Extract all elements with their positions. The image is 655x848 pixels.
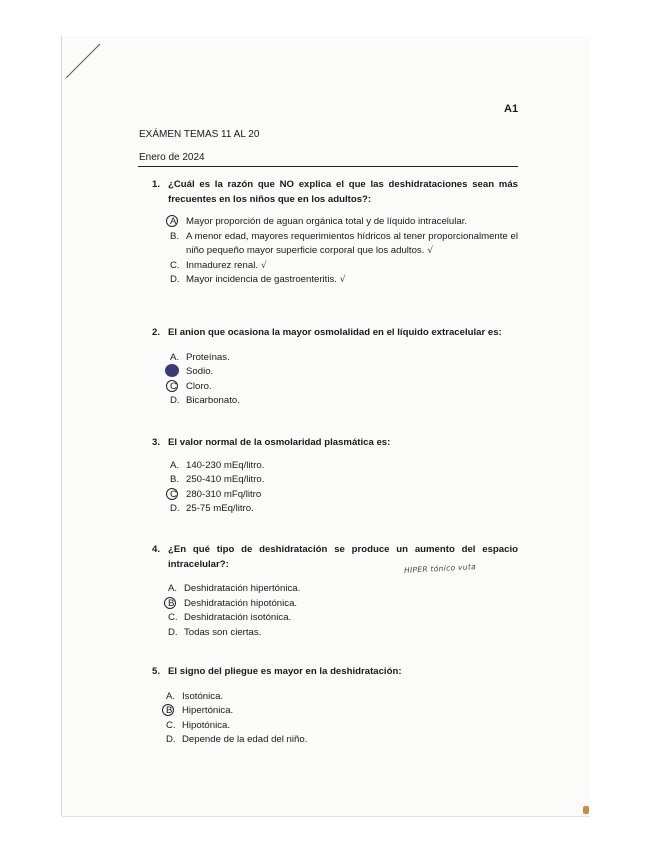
option-d: D. 25-75 mEq/litro. [170, 503, 254, 514]
answer-circle-mark [162, 704, 174, 716]
pen-mark-icon [62, 36, 110, 80]
handwritten-note: HIPER tónico vuta [403, 562, 477, 575]
question-number: 4. [152, 544, 161, 555]
question-3 [152, 436, 518, 517]
answer-circle-mark [164, 597, 176, 609]
option-d: D. Mayor incidencia de gastroenteritis. √ [170, 274, 346, 285]
question-stem: El anion que ocasiona la mayor osmolalidad en el líquido extracelular es: [168, 327, 502, 338]
option-d: D. Todas son ciertas. [168, 626, 262, 638]
option-a: A. Proteínas. [170, 351, 230, 363]
ink-blot-mark [165, 364, 179, 377]
option-b: B Hipertónica. [166, 704, 518, 719]
option-b: B. 250-410 mEq/litro. [170, 474, 265, 485]
question-number: 2. [152, 327, 161, 338]
option-a: A. Deshidratación hipertónica. [168, 583, 301, 594]
question-4 [152, 543, 518, 640]
question-stem: El signo del pliegue es mayor en la deshidratación: [168, 666, 402, 677]
answer-circle-mark [166, 488, 178, 500]
exam-code: A1 [504, 103, 519, 115]
check-mark-icon: √ [427, 246, 434, 256]
option-b: Sodio. [170, 365, 518, 380]
header-divider [138, 166, 518, 167]
option-d: D. Depende de la edad del niño. [166, 734, 308, 745]
answer-circle-mark [166, 215, 178, 227]
option-a: A. 140-230 mEq/litro. [170, 459, 265, 471]
question-1 [152, 178, 518, 288]
question-2 [152, 326, 518, 409]
question-stem: ¿En qué tipo de deshidratación se produce un aumento del espacio intracelular?: [168, 544, 518, 570]
question-5 [152, 665, 518, 748]
question-stem: ¿Cuál es la razón que NO explica el que las deshidrataciones sean más frecuentes en los niños que en los adultos?: [168, 179, 518, 205]
option-a: A Mayor proporción de aguan orgánica total y de líquido intracelular. [170, 215, 518, 230]
question-number: 1. [152, 179, 161, 190]
option-c: C. Deshidratación isotónica. [168, 612, 292, 623]
exam-date: Enero de 2024 [139, 152, 205, 163]
check-mark-icon: √ [339, 275, 346, 285]
option-b: B. A menor edad, mayores requerimientos hídricos al tener proporcionalmente el niño pequeño mayor superficie corporal que los adultos. √ [170, 230, 518, 256]
option-d: D. Bicarbonato. [170, 395, 240, 406]
check-mark-icon: √ [261, 260, 267, 271]
question-number: 5. [152, 666, 161, 677]
question-stem: El valor normal de la osmolaridad plasmática es: [168, 437, 391, 448]
option-b: B Deshidratación hipotónica. [168, 597, 518, 612]
question-number: 3. [152, 437, 161, 448]
option-c: C 280-310 mFq/litro [170, 488, 518, 503]
option-c: C Cloro. [170, 380, 518, 395]
page-corner-mark [583, 806, 589, 814]
option-c: C. Inmadurez renal. √ [170, 259, 267, 271]
option-c: C. Hipotónica. [166, 719, 230, 731]
answer-circle-mark [166, 380, 178, 392]
option-a: A. Isotónica. [166, 690, 224, 702]
exam-title: EXÁMEN TEMAS 11 AL 20 [139, 129, 260, 140]
